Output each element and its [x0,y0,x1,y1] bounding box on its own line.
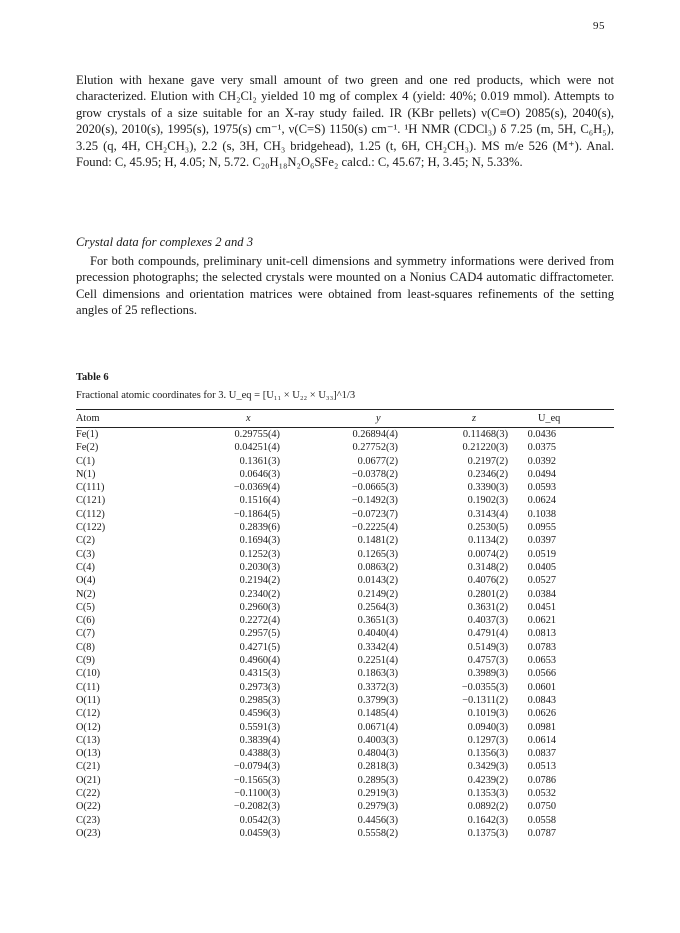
cell-y: 0.4456(3) [357,814,398,826]
table-row [76,814,614,827]
cell-atom: C(112) [76,508,105,520]
table-row [76,787,614,800]
header-x: x [162,410,280,428]
cell-y: 0.0143(2) [357,575,398,587]
table-row [76,800,614,813]
cell-z: 0.1642(3) [467,814,508,826]
cell-z: 0.11468(3) [462,429,508,440]
cell-atom: C(3) [76,548,95,560]
crystal-data-paragraph: For both compounds, preliminary unit-cell dimensions and symmetry informations were derived from precession photographs; the selected crystals were mounted on a Nonius CAD4 automatic diffractometer. Cell dimensions and orientation matrices were obtained from least-squares refinements of the setting angles of 25 reflections. [76,254,614,318]
table-header-row [76,410,614,428]
cell-z: 0.4791(4) [467,628,508,640]
cell-y: 0.4003(3) [357,734,398,746]
cell-ueq: 0.0527 [527,575,556,587]
cell-atom: C(9) [76,655,95,667]
cell-z: 0.0074(2) [467,548,508,560]
cell-atom: C(122) [76,522,106,534]
cell-z: 0.2346(2) [467,468,508,480]
cell-atom: C(1) [76,455,95,467]
table-row [76,747,614,760]
cell-y: 0.1863(3) [357,668,398,680]
cell-y: 0.3342(4) [357,641,398,653]
table-row [76,468,614,481]
cell-x: 0.4388(3) [239,748,280,760]
table-row [76,681,614,694]
cell-z: 0.2530(5) [467,522,508,534]
cell-ueq: 0.0392 [527,455,556,467]
cell-ueq: 0.0981 [527,721,556,733]
cell-x: 0.2960(3) [239,601,280,613]
cell-y: 0.2149(2) [357,588,398,600]
cell-x: 0.2194(2) [239,575,280,587]
cell-y: 0.5558(2) [357,827,398,839]
cell-y: −0.0378(2) [351,468,398,480]
cell-z: 0.21220(3) [462,442,508,454]
table-row [76,654,614,667]
table-row [76,614,614,627]
cell-atom: C(13) [76,734,101,746]
cell-y: 0.1481(2) [357,535,398,547]
table-row [76,534,614,547]
cell-z: 0.4239(2) [467,774,508,786]
cell-z: 0.4757(3) [467,655,508,667]
cell-y: 0.2919(3) [357,788,398,800]
cell-atom: O(21) [76,774,101,786]
cell-x: 0.0542(3) [239,814,280,826]
table-row [76,734,614,747]
cell-ueq: 0.0621 [527,615,556,627]
cell-ueq: 0.0955 [527,522,556,534]
cell-x: 0.4271(5) [239,641,280,653]
table-row [76,441,614,454]
cell-atom: C(22) [76,788,101,800]
cell-x: 0.2957(5) [239,628,280,640]
cell-ueq: 0.0750 [527,801,556,813]
cell-y: 0.0677(2) [357,455,398,467]
cell-x: 0.2340(2) [239,588,280,600]
cell-x: 0.1252(3) [239,548,280,560]
cell-x: 0.3839(4) [239,734,280,746]
cell-x: 0.2839(6) [239,522,280,534]
cell-ueq: 0.0626 [527,708,556,720]
table-row [76,428,614,442]
cell-atom: O(22) [76,801,101,813]
table-row [76,508,614,521]
cell-z: 0.2801(2) [467,588,508,600]
cell-y: 0.4804(3) [357,748,398,760]
cell-y: 0.0671(4) [357,721,398,733]
cell-x: 0.5591(3) [239,721,280,733]
cell-atom: O(11) [76,694,101,706]
table-row [76,667,614,680]
cell-x: 0.0459(3) [239,827,280,839]
cell-ueq: 0.0813 [527,628,556,640]
table-row [76,548,614,561]
cell-ueq: 0.0405 [527,561,556,573]
table-caption: Fractional atomic coordinates for 3. U_eq = [U₁₁ × U₂₂ × U₃₃]^1/3 [76,390,356,401]
cell-atom: C(11) [76,681,100,693]
cell-x: −0.1565(3) [233,774,280,786]
cell-x: 0.4960(4) [239,655,280,667]
cell-x: 0.1694(3) [239,535,280,547]
cell-atom: C(7) [76,628,95,640]
cell-z: 0.5149(3) [467,641,508,653]
cell-y: 0.1485(4) [357,708,398,720]
cell-z: 0.0892(2) [467,801,508,813]
cell-x: 0.1516(4) [239,495,280,507]
table-row [76,627,614,640]
cell-ueq: 0.0837 [527,748,556,760]
cell-x: 0.29755(4) [234,429,280,440]
cell-z: 0.1902(3) [467,495,508,507]
cell-z: 0.3390(3) [467,482,508,494]
cell-atom: C(121) [76,495,106,507]
cell-x: −0.2082(3) [233,801,280,813]
table-row [76,827,614,840]
cell-z: 0.1019(3) [467,708,508,720]
cell-ueq: 0.0566 [527,668,556,680]
table-row [76,588,614,601]
cell-x: 0.04251(4) [234,442,280,454]
page-number: 95 [593,20,605,32]
cell-z: 0.3148(2) [467,561,508,573]
table-row [76,707,614,720]
table-row [76,481,614,494]
table-row [76,774,614,787]
cell-atom: C(111) [76,482,105,494]
cell-z: 0.3631(2) [467,601,508,613]
cell-y: 0.1265(3) [357,548,398,560]
cell-y: 0.27752(3) [352,442,398,454]
cell-y: 0.3372(3) [357,681,398,693]
cell-atom: C(4) [76,561,95,573]
cell-ueq: 0.0624 [527,495,556,507]
table-row [76,760,614,773]
cell-z: −0.0355(3) [461,681,508,693]
table-row [76,601,614,614]
cell-ueq: 0.0558 [527,814,556,826]
cell-atom: N(1) [76,468,96,480]
cell-y: 0.2564(3) [357,601,398,613]
cell-ueq: 0.0593 [527,482,556,494]
header-z: z [398,410,508,428]
cell-x: 0.2030(3) [239,561,280,573]
cell-atom: C(23) [76,814,101,826]
table-row [76,455,614,468]
cell-z: 0.1356(3) [467,748,508,760]
cell-ueq: 0.0653 [527,655,556,667]
cell-z: 0.4076(2) [467,575,508,587]
header-atom: Atom [76,410,162,428]
cell-ueq: 0.0532 [527,788,556,800]
cell-z: −0.1311(2) [462,694,508,706]
cell-ueq: 0.0786 [527,774,556,786]
cell-x: 0.0646(3) [239,468,280,480]
table-label: Table 6 [76,372,109,383]
cell-ueq: 0.0375 [527,442,556,454]
cell-atom: O(12) [76,721,101,733]
cell-atom: C(8) [76,641,95,653]
cell-y: 0.4040(4) [357,628,398,640]
cell-atom: C(10) [76,668,101,680]
table-row [76,694,614,707]
cell-atom: C(5) [76,601,95,613]
cell-atom: O(23) [76,827,101,839]
cell-x: −0.0369(4) [233,482,280,494]
cell-y: 0.2979(3) [357,801,398,813]
cell-y: 0.3651(3) [357,615,398,627]
table-row [76,561,614,574]
header-y: y [280,410,398,428]
cell-z: 0.0940(3) [467,721,508,733]
header-ueq: U_eq [508,410,614,428]
cell-ueq: 0.0397 [527,535,556,547]
cell-atom: C(2) [76,535,95,547]
cell-x: 0.2973(3) [239,681,280,693]
cell-z: 0.3143(4) [467,508,508,520]
experimental-paragraph: Elution with hexane gave very small amount of two green and one red products, which were not characterized. Elution with CH₂Cl₂ yielded 10 mg of complex 4 (yield: 40%; 0.019 mmol). Attempts to grow crystals of a size suitable for an X-ray study failed. IR (KBr pellets) ν(C≡O) 2085(s), 2040(s), 2020(s), 2010(s), 1995(s), 1975(s) cm⁻¹, ν(C=S) 1150(s) cm⁻¹. ¹H NMR (CDCl₃) δ 7.25 (m, 5H, C₆H₅), 3.25 (q, 4H, CH₂CH₃), 2.2 (s, 3H, CH₃ bridgehead), 1.25 (t, 6H, CH₂CH₃). MS m/e 526 (M⁺). Anal. Found: C, 45.95; H, 4.05; N, 5.72. C₂₀H₁₈N₂O₆SFe₂ calcd.: C, 45.67; H, 3.45; N, 5.33%. [76,73,614,170]
cell-ueq: 0.0614 [527,734,556,746]
cell-z: 0.4037(3) [467,615,508,627]
cell-y: 0.26894(4) [352,429,398,440]
cell-y: 0.2251(4) [357,655,398,667]
cell-ueq: 0.1038 [527,508,556,520]
cell-ueq: 0.0519 [527,548,556,560]
cell-ueq: 0.0783 [527,641,556,653]
cell-ueq: 0.0451 [527,601,556,613]
cell-y: 0.0863(2) [357,561,398,573]
cell-ueq: 0.0384 [527,588,556,600]
cell-atom: O(13) [76,748,101,760]
cell-atom: C(6) [76,615,95,627]
cell-y: −0.1492(3) [351,495,398,507]
cell-ueq: 0.0436 [527,429,556,440]
cell-ueq: 0.0494 [527,468,556,480]
table-row [76,721,614,734]
section-heading: Crystal data for complexes 2 and 3 [76,235,253,249]
cell-ueq: 0.0843 [527,694,556,706]
cell-z: 0.1353(3) [467,788,508,800]
cell-z: 0.2197(2) [467,455,508,467]
cell-x: 0.2985(3) [239,694,280,706]
cell-ueq: 0.0601 [527,681,556,693]
cell-atom: O(4) [76,575,96,587]
table-row [76,521,614,534]
cell-x: −0.0794(3) [233,761,280,773]
cell-y: −0.0723(7) [351,508,398,520]
cell-y: 0.3799(3) [357,694,398,706]
cell-atom: C(21) [76,761,101,773]
coordinates-table [76,409,614,840]
cell-y: 0.2818(3) [357,761,398,773]
cell-x: −0.1100(3) [234,788,280,800]
cell-z: 0.3429(3) [467,761,508,773]
cell-z: 0.1297(3) [467,734,508,746]
cell-y: −0.0665(3) [351,482,398,494]
cell-x: 0.4596(3) [239,708,280,720]
cell-x: 0.1361(3) [239,455,280,467]
cell-atom: C(12) [76,708,101,720]
cell-x: −0.1864(5) [233,508,280,520]
cell-y: −0.2225(4) [351,522,398,534]
cell-z: 0.1134(2) [468,535,508,547]
table-row [76,641,614,654]
cell-atom: N(2) [76,588,96,600]
cell-x: 0.2272(4) [239,615,280,627]
cell-atom: Fe(1) [76,429,99,440]
cell-z: 0.3989(3) [467,668,508,680]
cell-y: 0.2895(3) [357,774,398,786]
table-row [76,574,614,587]
cell-ueq: 0.0787 [527,827,556,839]
cell-z: 0.1375(3) [467,827,508,839]
table-row [76,494,614,507]
cell-ueq: 0.0513 [527,761,556,773]
cell-atom: Fe(2) [76,442,99,454]
cell-x: 0.4315(3) [239,668,280,680]
table-body [76,428,614,841]
